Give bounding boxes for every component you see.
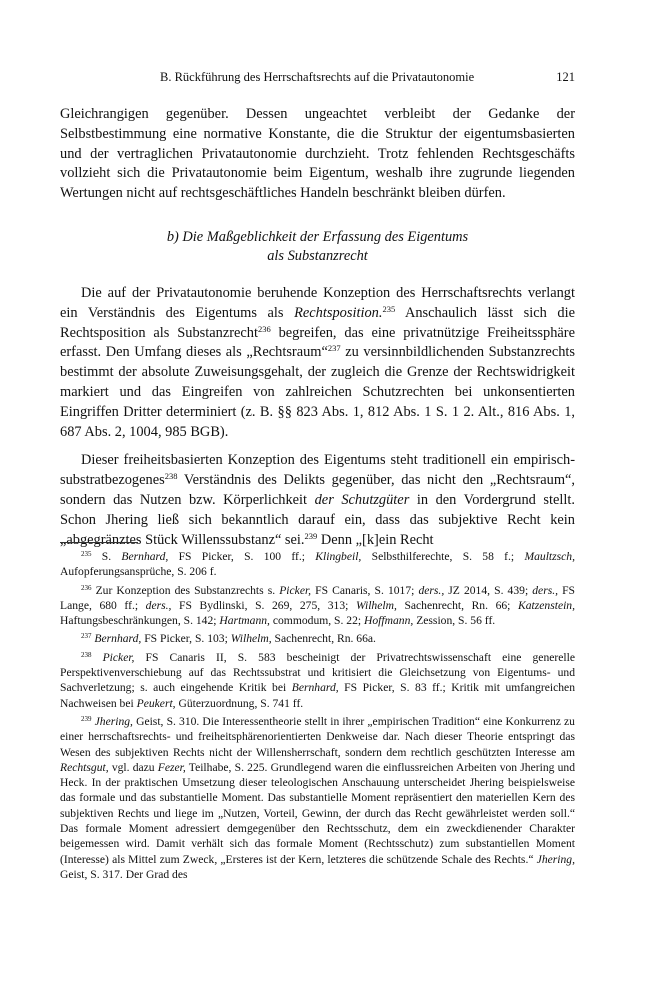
footnote-separator [60,542,138,543]
text-run: vgl. dazu [108,760,158,774]
footnote-ref[interactable]: 239 [304,530,318,541]
footnote-237 [60,631,575,646]
text-run: Teilhabe, S. 225. Grundlegend waren die einflussreichen Arbeiten von Jhering und Heck. In der praktischen Umsetzung dieser teleologischen Anschauung unterscheidet Jhering beispielsweise das formale und das substantielle Moment. Das substantielle Moment repräsentiert den materiellen Kern des subjektiven Rechts und liege im „Nutzen, Vorteil, Gewinn, der durch das Recht gewährleistet werden soll.“ Das formale Moment adressiert demgegenüber den Rechtsschutz, dem ein zweckdienender Charakter beigemessen wird. Damit verhält sich das formale Moment (Rechtsschutz) zum substantiellen Moment (Interesse) als Mittel zum Zweck, „Ersteres ist der Kern, letzteres die schützende Schale des Rechts.“ [60,760,575,866]
paragraph-1: Gleichrangigen gegenüber. Dessen ungeachtet verbleibt der Gedanke der Selbstbestimmung eine normative Konstante, die die Struktur der eigentumsbasierten und der vertraglichen Privatautonomie durchzieht. Trotz fehlenden Rechtsgeschäfts vollzieht sich die Privatautonomie beim Eigentum, weshalb ihre zugrunde liegenden Wertungen nicht auf rechtsgeschäftliches Handeln beschränkt bleiben dürfen. [60,106,575,202]
author-name: Fezer, [157,760,186,774]
author-name: Picker, [102,650,135,664]
author-name: Wilhelm, [230,632,272,646]
text-run: FS Canaris, S. 1017; [311,583,419,597]
footnote-236 [60,583,575,629]
footnote-number: 237 [81,632,92,641]
text-run: Anschaulich lässt sich die Rechtsposition als Substanzrecht [60,304,575,341]
footnote-number: 236 [81,583,92,592]
main-text [60,105,575,550]
text-run: FS Bydlinski, S. 269, 275, 313; [171,598,356,612]
text-run: commodum, S. 22; [269,614,365,628]
text-run: begreifen, das eine privatnützige Freiheitssphäre erfasst. Den Umfang dieses als „Rechtsraum“ [60,324,575,361]
footnote-ref[interactable]: 237 [327,343,341,354]
paragraph-2 [60,284,575,442]
text-run: Zession, S. 56 ff. [413,614,496,628]
running-title: B. Rückführung des Herrschaftsrechts auf die Privatautonomie [160,70,475,84]
footnote-235 [60,549,575,580]
heading-line-2: als Substanzrecht [267,247,368,264]
text-run: Die auf der Privatautonomie beruhende Konzeption des Herrschaftsrechts verlangt ein Verständnis des Eigentums als [60,284,575,321]
footnote-ref[interactable]: 236 [257,323,271,334]
footnote-number: 238 [81,650,92,659]
text-run: Güterzuordnung, S. 741 ff. [175,696,304,710]
heading-line-1: b) Die Maßgeblichkeit der Erfassung des Eigentums [166,228,469,245]
footnote-239 [60,714,575,882]
text-run: Geist, S. 317. Der Grad des [60,867,188,881]
author-name: Hartmann, [219,614,270,628]
author-name: ders., [418,583,445,597]
emphasis: Rechtsposition. [294,304,383,321]
text-run: FS Picker, S. 103; [141,632,231,646]
text-run: in den Vordergrund stellt. Schon Jhering ließ sich bekanntlich darauf ein, dass das subjektive Recht kein „abgegränztes Stück Willenssubstanz“ sei. [60,491,575,548]
author-name: Bernhard, [94,632,142,646]
author-name: Peukert, [136,696,176,710]
author-name: Bernhard, [121,550,169,563]
text-run: Haftungsbeschränkungen, S. 142; [60,614,220,628]
page-number: 121 [556,70,575,84]
text-run [92,651,103,664]
text-run: S. [91,550,122,563]
author-name: Bernhard, [291,681,339,695]
text-run: FS Lange, 680 ff.; [60,583,575,612]
author-name: ders., [532,583,559,597]
emphasis: Rechtsgut, [60,760,109,774]
footnote-238 [60,650,575,711]
footnote-ref[interactable]: 235 [382,303,396,314]
author-name: Klingbeil, [315,550,362,563]
footnotes [60,549,575,885]
author-name: Jhering, [94,714,133,728]
text-run: FS Picker, S. 100 ff.; [168,550,316,563]
text-run: Sachenrecht, Rn. 66a. [271,632,376,646]
paragraph-3 [60,451,575,550]
author-name: Jhering, [536,852,575,866]
text-run: JZ 2014, S. 439; [444,583,533,597]
author-name: Hoffmann, [364,614,414,628]
text-run: Sachenrecht, Rn. 66; [396,598,518,612]
text-run: Aufopferungsansprüche, S. 206 f. [60,565,217,579]
author-name: Katzenstein, [518,598,576,612]
author-name: ders., [145,598,172,612]
emphasis: der Schutzgüter [314,491,410,508]
text-run: zu versinnbildlichenden Substanzrechts bestimmt der absolute Zuweisungsgehalt, der zugleich die Grenze der Rechtswidrigkeit markiert und das Eingreifen von zahlreichen Schutzrechten bei unkonsentierten Eingriffen Dritter determiniert (z. B. §§ 823 Abs. 1, 812 Abs. 1 S. 1 2. Alt., 816 Abs. 1, 687 Abs. 2, 1004, 985 BGB). [60,344,575,440]
running-header [60,70,575,88]
footnote-number: 235 [81,550,92,558]
author-name: Picker, [279,583,312,597]
footnote-number: 239 [81,714,92,723]
text-run: Verständnis des Delikts gegenüber, das nicht den „Rechtsraum“, sondern das Nutzen bzw. Körperlichkeit [60,472,575,508]
text-run: Selbsthilferechte, S. 58 f.; [361,550,525,563]
text-run: FS Canaris II, S. 583 bescheinigt der Privatrechtswissenschaft eine generelle Perspektivenverschiebung auf das Rechtssubstrat und kritisiert die Gleichsetzung von Eigentums- und Sachverletzung; s. auch eingehende Kritik bei [60,650,575,695]
text-run: Geist, S. 310. Die Interessentheorie stellt in ihrer „empirischen Tradition“ eine Konkurrenz zu einer herrschaftsrechts- und freiheitsphärenorientierten Denkweise dar. Nach dieser Theorie entspringt das Wesen des subjektiven Rechts nicht der Willensherrschaft, sondern dem rechtlich geschützten Interesse am [60,714,575,759]
author-name: Maultzsch, [524,550,575,563]
author-name: Wilhelm, [355,598,397,612]
footnote-ref[interactable]: 238 [164,471,178,482]
text-run: Dieser freiheitsbasierten Konzeption des Eigentums steht traditionell ein empirisch-substratbezogenes [60,452,575,489]
text-run: Denn „[k]ein Recht [317,531,434,548]
section-heading [60,228,575,266]
text-run: Zur Konzeption des Substanzrechts s. [91,583,280,597]
text-run: FS Picker, S. 83 ff.; Kritik mit umfangreichen Nachweisen bei [60,681,575,710]
